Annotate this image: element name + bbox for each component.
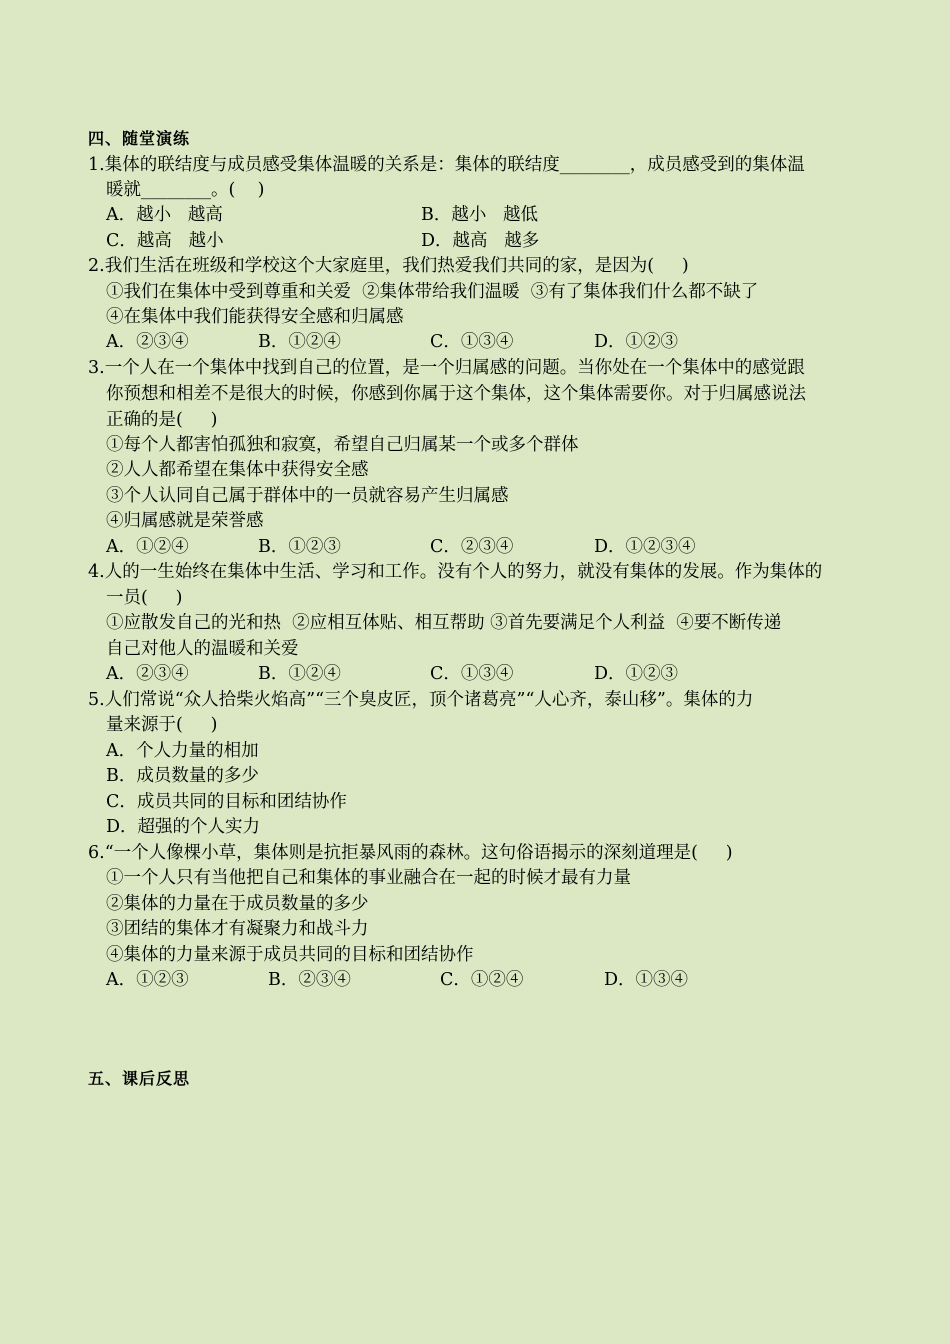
question-2-option-d: D．①②③	[594, 332, 679, 352]
question-6-statement-2: ②集体的力量在于成员数量的多少	[106, 894, 369, 914]
question-3-statement-3: ③个人认同自己属于群体中的一员就容易产生归属感	[106, 486, 509, 506]
question-1-option-a: A．越小 越高	[106, 205, 223, 225]
question-3-option-a: A．①②④	[106, 537, 189, 557]
question-2-statements: ①我们在集体中受到尊重和关爱 ②集体带给我们温暖 ③有了集体我们什么都不缺了	[106, 282, 759, 302]
question-5-text: 5.人们常说“众人拾柴火焰高”“三个臭皮匠，顶个诸葛亮”“人心齐，泰山移”。集体的力	[88, 690, 754, 710]
question-4-statements: ①应散发自己的光和热 ②应相互体贴、相互帮助 ③首先要满足个人利益 ④要不断传递	[106, 613, 782, 633]
question-2-statement-4: ④在集体中我们能获得安全感和归属感	[106, 307, 404, 327]
question-5-option-d: D．超强的个人实力	[106, 817, 261, 837]
question-4-option-b: B．①②④	[258, 664, 341, 684]
question-4-option-d: D．①②③	[594, 664, 679, 684]
question-3-text: 3.一个人在一个集体中找到自己的位置，是一个归属感的问题。当你处在一个集体中的感觉跟	[88, 358, 805, 378]
question-3-option-b: B．①②③	[258, 537, 341, 557]
section-heading-reflection: 五、课后反思	[88, 1069, 191, 1088]
question-1-text-cont: 暖就________。( )	[106, 180, 265, 200]
question-4-option-c: C．①③④	[430, 664, 514, 684]
question-6-statement-3: ③团结的集体才有凝聚力和战斗力	[106, 919, 369, 939]
question-3-text-cont: 你预想和相差不是很大的时候，你感到你属于这个集体，这个集体需要你。对于归属感说法	[106, 384, 806, 404]
question-6-option-a: A．①②③	[106, 970, 189, 990]
question-2-text: 2.我们生活在班级和学校这个大家庭里，我们热爱我们共同的家，是因为( )	[88, 256, 689, 276]
question-4-text-cont: 一员( )	[106, 588, 183, 608]
question-3-text-cont2: 正确的是( )	[106, 410, 218, 430]
question-5-option-a: A．个人力量的相加	[106, 741, 259, 761]
question-2-option-b: B．①②④	[258, 332, 341, 352]
question-1-option-c: C．越高 越小	[106, 231, 224, 251]
question-1-text: 1.集体的联结度与成员感受集体温暖的关系是：集体的联结度________，成员感受到的集体温	[88, 155, 805, 175]
question-6-statement-4: ④集体的力量来源于成员共同的目标和团结协作	[106, 945, 474, 965]
question-4-text: 4.人的一生始终在集体中生活、学习和工作。没有个人的努力，就没有集体的发展。作为集体的	[88, 562, 823, 582]
question-4-statements-cont: 自己对他人的温暖和关爱	[106, 639, 299, 659]
section-heading-practice: 四、随堂演练	[88, 129, 191, 148]
question-5-option-b: B．成员数量的多少	[106, 766, 259, 786]
question-3-option-d: D．①②③④	[594, 537, 696, 557]
question-5-option-c: C．成员共同的目标和团结协作	[106, 792, 347, 812]
question-1-option-d: D．越高 越多	[421, 231, 540, 251]
question-6-option-b: B．②③④	[268, 970, 351, 990]
question-3-statement-1: ①每个人都害怕孤独和寂寞，希望自己归属某一个或多个群体	[106, 435, 579, 455]
question-4-option-a: A．②③④	[106, 664, 189, 684]
question-3-statement-4: ④归属感就是荣誉感	[106, 511, 264, 531]
question-3-statement-2: ②人人都希望在集体中获得安全感	[106, 460, 369, 480]
question-5-text-cont: 量来源于( )	[106, 715, 218, 735]
question-1-option-b: B．越小 越低	[421, 205, 539, 225]
question-2-option-a: A．②③④	[106, 332, 189, 352]
question-2-option-c: C．①③④	[430, 332, 514, 352]
question-6-option-d: D．①③④	[604, 970, 689, 990]
question-6-option-c: C．①②④	[440, 970, 524, 990]
question-6-text: 6.“一个人像棵小草，集体则是抗拒暴风雨的森林。这句俗语揭示的深刻道理是( )	[88, 843, 733, 863]
question-3-option-c: C．②③④	[430, 537, 514, 557]
question-6-statement-1: ①一个人只有当他把自己和集体的事业融合在一起的时候才最有力量	[106, 868, 631, 888]
